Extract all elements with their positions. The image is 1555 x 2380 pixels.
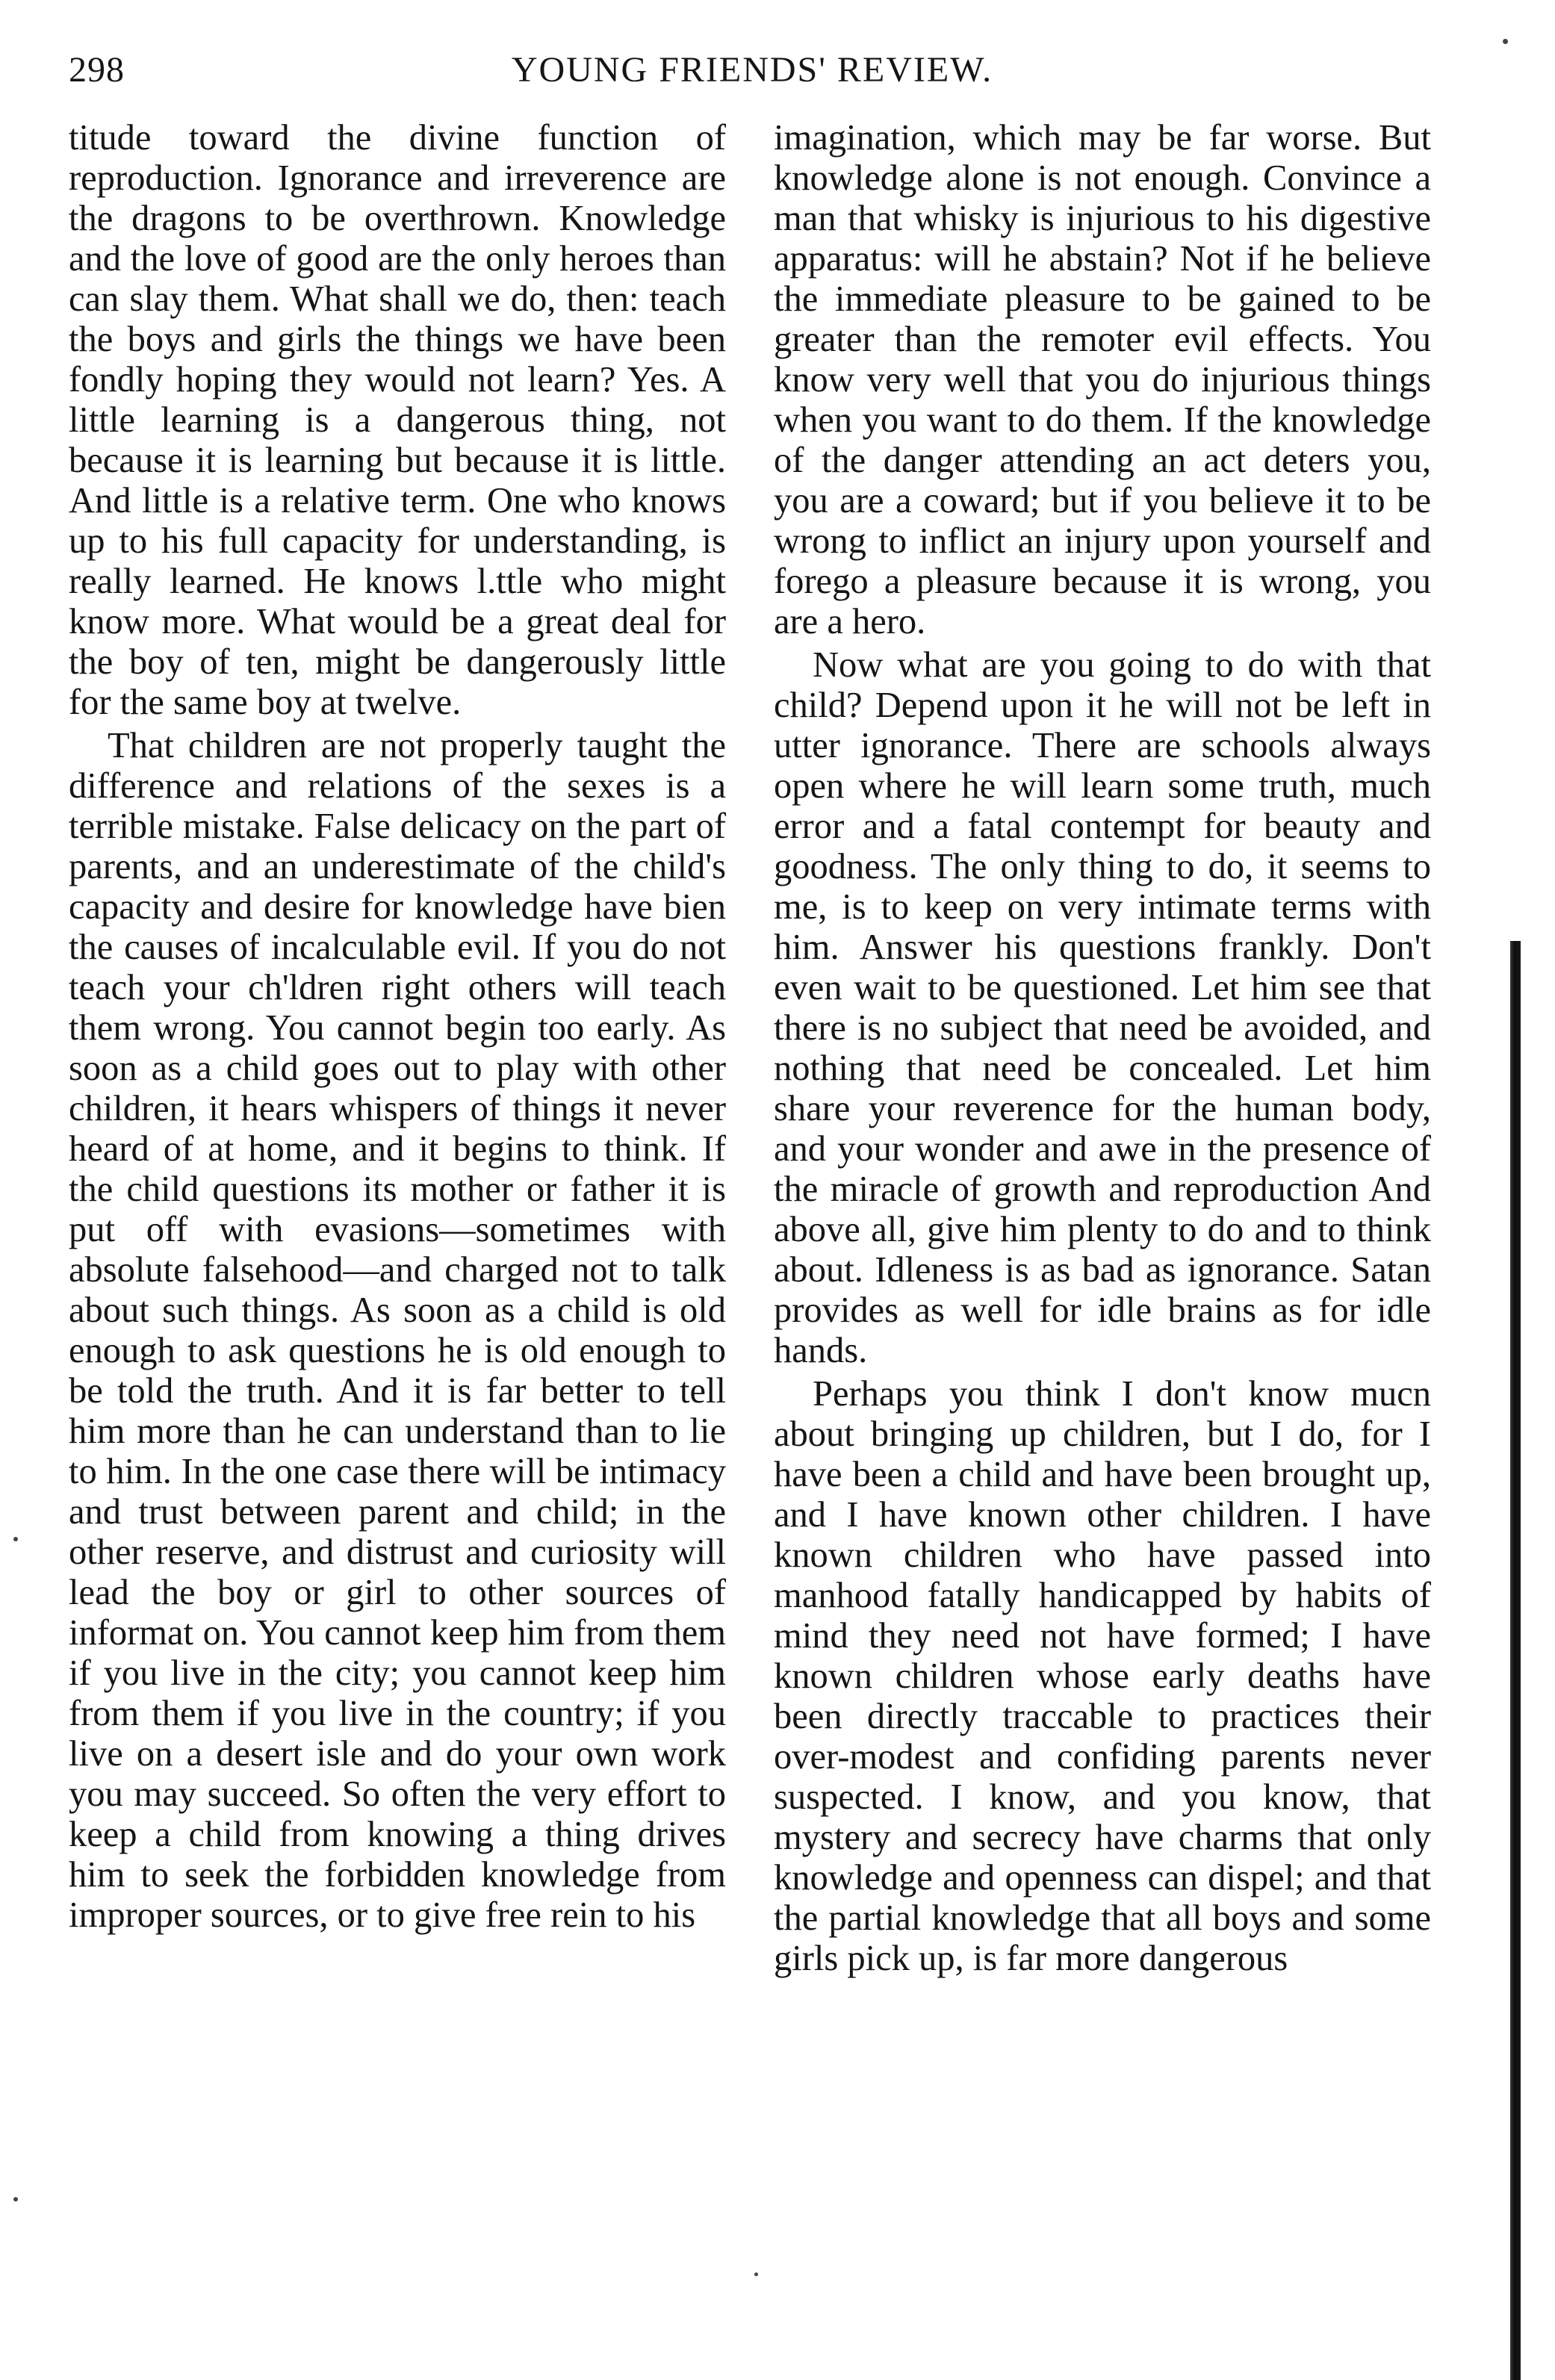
binding-shadow: [1510, 941, 1521, 2380]
scan-speck: [1503, 39, 1508, 44]
right-paragraph-3: Perhaps you think I don't know mucn about bringing up children, but I do, for I have been a child and have been brought up, and I have known other children. I have known children who have passed into manhood fatally handicapped by habits of mind they need not have formed; I have known children whose early deaths have been directly traccable to practices their over-modest and confiding parents never suspected. I know, and you know, that mystery and secrecy have charms that only knowledge and openness can dispel; and that the partial knowledge that all boys and some girls pick up, is far more dangerous: [774, 1374, 1431, 1978]
right-paragraph-2: Now what are you going to do with that child? Depend upon it he will not be left in utter ignorance. There are schools always open where he will learn some truth, much error and a fatal contempt for beauty and goodness. The only thing to do, it seems to me, is to keep on very intimate terms with him. Answer his questions frankly. Don't even wait to be questioned. Let him see that there is no subject that need be avoided, and nothing that need be concealed. Let him share your reverence for the human body, and your wonder and awe in the presence of the miracle of growth and reproduction And above all, give him plenty to do and to think about. Idleness is as bad as ignorance. Satan provides as well for idle brains as for idle hands.: [774, 645, 1431, 1370]
left-paragraph-2: That children are not properly taught the difference and relations of the sexes is a terrible mistake. False delicacy on the part of parents, and an underestimate of the child's capacity and desire for knowledge have bien the causes of incalculable evil. If you do not teach your ch'ldren right others will teach them wrong. You cannot begin too early. As soon as a child goes out to play with other children, it hears whispers of things it never heard of at home, and it begins to think. If the child questions its mother or father it is put off with evasions—sometimes with absolute falsehood—and charged not to talk about such things. As soon as a child is old enough to ask questions he is old enough to be told the truth. And it is far better to tell him more than he can understand than to lie to him. In the one case there will be intimacy and trust between parent and child; in the other reserve, and distrust and curiosity will lead the boy or girl to other sources of informat on. You cannot keep him from them if you live in the city; you cannot keep him from them if you live in the country; if you live on a desert isle and do your own work you may succeed. So often the very effort to keep a child from knowing a thing drives him to seek the forbidden knowledge from improper sources, or to give free rein to his: [69, 726, 726, 1935]
scan-speck: [13, 2197, 18, 2202]
scan-speck: [13, 1537, 18, 1541]
running-head: YOUNG FRIENDS' REVIEW.: [511, 50, 993, 90]
page-number: 298: [69, 50, 125, 90]
page-header: [69, 49, 1435, 102]
right-column: [774, 118, 1431, 1979]
right-paragraph-1: imagination, which may be far worse. But knowledge alone is not enough. Convince a man that whisky is injurious to his digestive apparatus: will he abstain? Not if he believe the immediate pleasure to be gained to be greater than the remoter evil effects. You know very well that you do injurious things when you want to do them. If the knowledge of the danger attending an act deters you, you are a coward; but if you believe it to be wrong to inflict an injury upon yourself and forego a pleasure because it is wrong, you are a hero.: [774, 118, 1431, 641]
scan-speck: [754, 2272, 758, 2276]
left-column: [69, 118, 726, 1936]
left-paragraph-1: titude toward the divine function of reproduction. Ignorance and irreverence are the dragons to be overthrown. Knowledge and the love of good are the only heroes than can slay them. What shall we do, then: teach the boys and girls the things we have been fondly hoping they would not learn? Yes. A little learning is a dangerous thing, not because it is learning but because it is little. And little is a relative term. One who knows up to his full capacity for understanding, is really learned. He knows l.ttle who might know more. What would be a great deal for the boy of ten, might be dangerously little for the same boy at twelve.: [69, 118, 726, 722]
